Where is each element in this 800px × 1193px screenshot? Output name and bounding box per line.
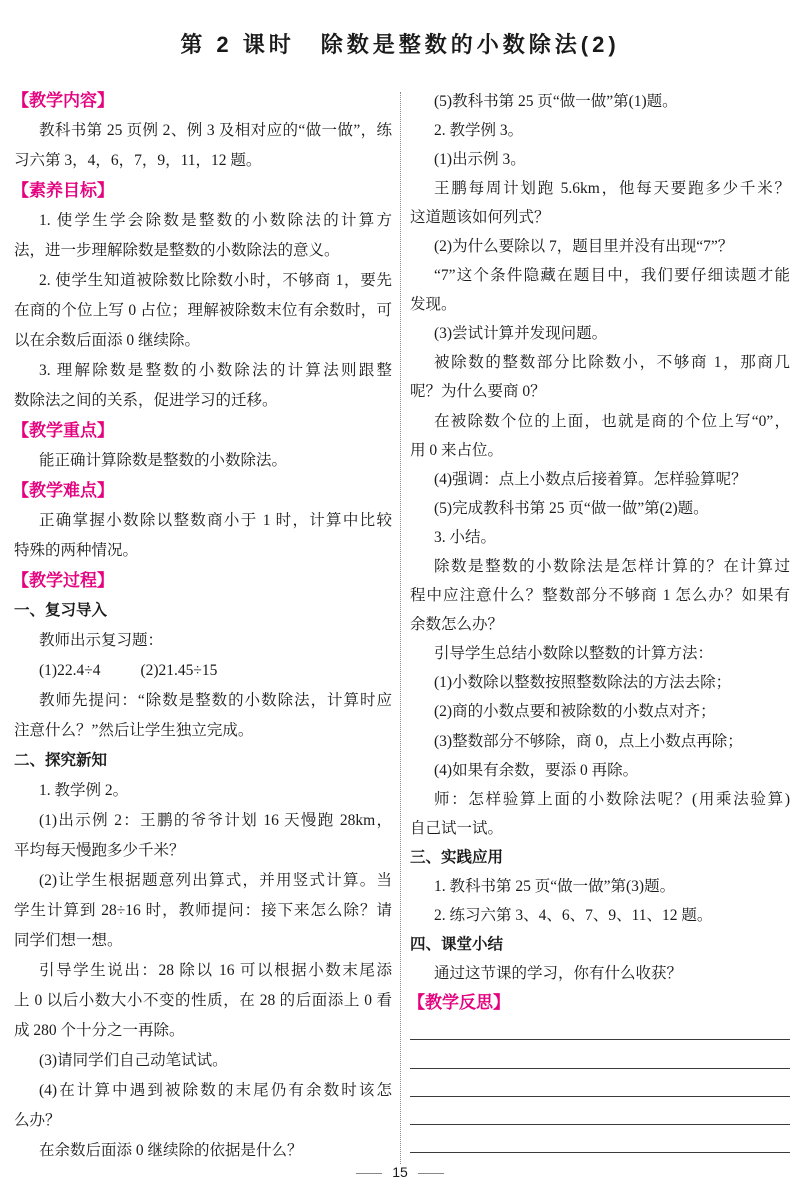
subsection-heading-review: 一、复习导入 [14, 602, 108, 619]
review-exercises [14, 656, 392, 686]
reflection-writing-line [410, 1069, 790, 1097]
text-line: 余数怎么办？ [410, 616, 504, 634]
paragraph [410, 523, 790, 552]
section-heading-goals: 【素养目标】 [12, 181, 114, 200]
text-line: 在被除数个位的上面，也就是商的个位上写“0”， [434, 412, 790, 430]
reflection-writing-line [410, 1040, 790, 1068]
paragraph [410, 639, 790, 668]
text-line: 平均每天慢跑多少千米？ [14, 842, 185, 859]
text-line: 2. 使学生知道被除数比除数小时，不够商 1，要先 [39, 272, 392, 289]
text-line: 这道题该如何列式？ [410, 208, 550, 226]
paragraph [410, 319, 790, 348]
practice-item [410, 901, 790, 930]
section-heading-key-point: 【教学重点】 [12, 421, 114, 440]
text-line: 教师出示复习题： [39, 632, 164, 649]
text-line: (3)尝试计算并发现问题。 [434, 325, 608, 343]
text-line: (1)出示例 3。 [434, 150, 526, 168]
text-line: 1. 使学生学会除数是整数的小数除法的计算方 [39, 212, 392, 229]
text-line: 师：怎样验算上面的小数除法呢？(用乘法验算) [434, 790, 790, 808]
paragraph [410, 261, 790, 319]
paragraph [14, 866, 392, 956]
paragraph [14, 686, 392, 746]
text-line: (4)强调：点上小数点后接着算。怎样验算呢？ [434, 470, 747, 488]
text-line: 教师先提问：“除数是整数的小数除法，计算时应 [39, 692, 392, 709]
text-line: “7”这个条件隐藏在题目中，我们要仔细读题才能 [434, 267, 790, 285]
column-divider [400, 92, 401, 1164]
text-line: (2)让学生根据题意列出算式，并用竖式计算。当 [39, 872, 392, 889]
paragraph [14, 806, 392, 866]
text-line: (1)出示例 2：王鹏的爷爷计划 16 天慢跑 28km， [39, 812, 392, 829]
page-number: 15 [392, 1164, 408, 1180]
text-line: 注意什么？”然后让学生独立完成。 [14, 722, 254, 739]
text-line: 2. 教学例 3。 [434, 121, 524, 139]
text-line: (5)教科书第 25 页“做一做”第(1)题。 [434, 92, 678, 110]
reflection-writing-line [410, 1097, 790, 1125]
text-line: (4)如果有余数，要添 0 再除。 [434, 761, 639, 779]
text-line: 被除数的整数部分比除数小，不够商 1，那商几 [434, 354, 790, 372]
left-column [14, 86, 392, 1166]
text-line: 同学们想一想。 [14, 932, 123, 949]
section-heading-reflection: 【教学反思】 [408, 993, 510, 1013]
exercise-line [14, 656, 392, 686]
text-line: 以在余数后面添 0 继续除。 [14, 332, 201, 349]
page-footer [0, 1162, 800, 1182]
review-exercise-1: (1)22.4÷4 [39, 662, 101, 679]
text-line: 呢？为什么要商 0？ [410, 383, 546, 401]
text-line: 通过这节课的学习，你有什么收获？ [434, 965, 683, 983]
paragraph [410, 785, 790, 843]
paragraph [410, 232, 790, 261]
text-line: 王鹏每周计划跑 5.6km，他每天要跑多少千米？ [434, 179, 790, 197]
text-line: 1. 教科书第 25 页“做一做”第(3)题。 [434, 878, 676, 896]
text-line: (2)为什么要除以 7，题目里并没有出现“7”？ [434, 237, 734, 255]
right-column [410, 87, 790, 1018]
text-line: 正确掌握小数除以整数商小于 1 时，计算中比较 [39, 512, 392, 529]
text-line: (1)小数除以整数按照整数除法的方法去除； [434, 674, 732, 692]
section-heading-process: 【教学过程】 [12, 571, 114, 590]
subsection-heading-practice: 三、实践应用 [410, 848, 504, 866]
paragraph [410, 552, 790, 639]
text-line: 2. 练习六第 3、4、6、7、9、11、12 题。 [434, 907, 713, 925]
paragraph [410, 465, 790, 494]
text-line: 习六第 3，4，6，7，9，11，12 题。 [14, 152, 262, 169]
review-exercise-2: (2)21.45÷15 [140, 662, 218, 679]
text-line: (4)在计算中遇到被除数的末尾仍有余数时该怎 [39, 1082, 392, 1099]
method-step [410, 668, 790, 697]
text-line: 3. 理解除数是整数的小数除法的计算法则跟整 [39, 362, 392, 379]
text-line: 上 0 以后小数大小不变的性质，在 28 的后面添上 0 看 [14, 992, 392, 1009]
subsection-heading-summary: 四、课堂小结 [410, 936, 504, 954]
text-line: 成 280 个十分之一再除。 [14, 1022, 185, 1039]
subsection-heading-explore: 二、探究新知 [14, 752, 108, 769]
method-step [410, 727, 790, 756]
paragraph [14, 446, 392, 476]
text-line: 3. 小结。 [434, 528, 497, 546]
goal-item [14, 266, 392, 356]
footer-dash [418, 1173, 444, 1174]
paragraph [410, 116, 790, 145]
paragraph [410, 407, 790, 465]
text-line: 教科书第 25 页例 2、例 3 及相对应的“做一做”，练 [39, 122, 392, 139]
paragraph [14, 1046, 392, 1076]
text-line: 学生计算到 28÷16 时，教师提问：接下来怎么除？请 [14, 902, 392, 919]
text-line: 能正确计算除数是整数的小数除法。 [39, 452, 288, 469]
paragraph [14, 626, 392, 656]
footer-dash [356, 1173, 382, 1174]
section-heading-difficulty: 【教学难点】 [12, 481, 114, 500]
method-step [410, 756, 790, 785]
practice-item [410, 872, 790, 901]
text-line: 除数是整数的小数除法是怎样计算的？在计算过 [434, 558, 790, 575]
paragraph [410, 494, 790, 523]
text-line: (3)请同学们自己动笔试试。 [39, 1052, 228, 1069]
paragraph [410, 959, 790, 988]
text-line: 在商的个位上写 0 占位；理解被除数末位有余数时，可 [14, 302, 392, 319]
goal-item [14, 356, 392, 416]
text-line: 发现。 [410, 296, 457, 314]
text-line: (2)商的小数点要和被除数的小数点对齐； [434, 703, 716, 721]
text-line: 引导学生总结小数除以整数的计算方法： [434, 645, 714, 663]
text-line: 1. 教学例 2。 [39, 782, 129, 799]
paragraph [14, 116, 392, 176]
text-line: 引导学生说出：28 除以 16 可以根据小数末尾添 [39, 962, 392, 979]
text-line: 程中应注意什么？整数部分不够商 1 怎么办？如果有 [410, 587, 790, 605]
section-heading-teaching-content: 【教学内容】 [12, 91, 114, 110]
text-line: (3)整数部分不够除，商 0，点上小数点再除； [434, 732, 743, 750]
paragraph [14, 506, 392, 566]
text-line: 特殊的两种情况。 [14, 542, 139, 559]
paragraph [14, 956, 392, 1046]
reflection-writing-line [410, 1012, 790, 1040]
text-line: 用 0 来占位。 [410, 441, 504, 459]
paragraph [410, 174, 790, 232]
paragraph [410, 87, 790, 116]
reflection-writing-area [410, 1012, 790, 1153]
paragraph [410, 145, 790, 174]
text-line: 数除法之间的关系，促进学习的迁移。 [14, 392, 278, 409]
goal-item [14, 206, 392, 266]
method-step [410, 697, 790, 726]
paragraph [410, 348, 790, 406]
text-line: 在余数后面添 0 继续除的依据是什么？ [39, 1142, 303, 1159]
text-line: (5)完成教科书第 25 页“做一做”第(2)题。 [434, 499, 709, 517]
text-line: 法，进一步理解除数是整数的小数除法的意义。 [14, 242, 340, 259]
paragraph [14, 776, 392, 806]
reflection-writing-line [410, 1125, 790, 1153]
page-title: 第 2 课时 除数是整数的小数除法(2) [180, 32, 620, 57]
text-line: 自己试一试。 [410, 819, 504, 837]
text-line: 么办？ [14, 1112, 61, 1129]
paragraph [14, 1076, 392, 1136]
